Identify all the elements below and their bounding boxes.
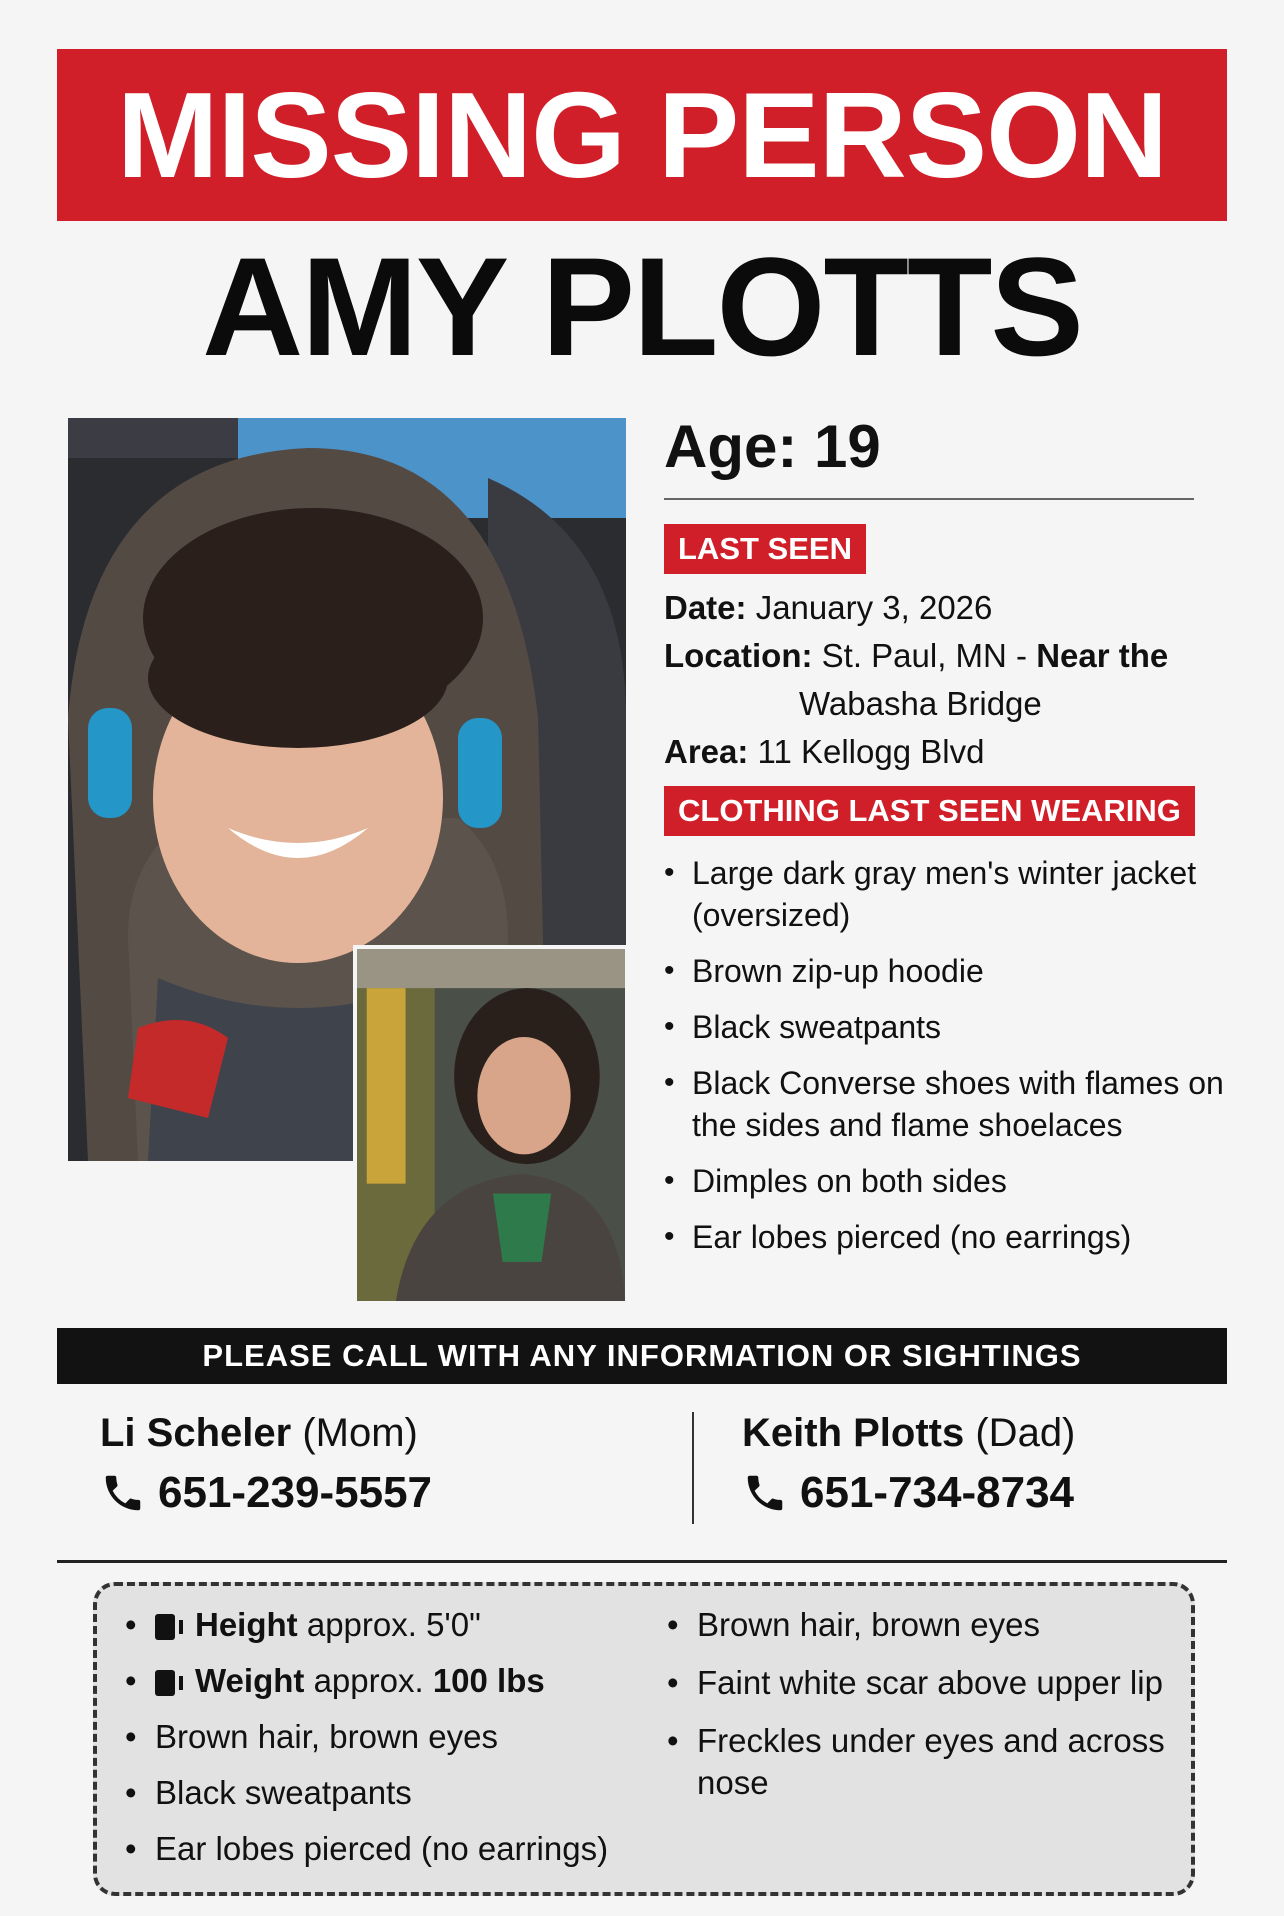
list-item: • Faint white scar above upper lip [667, 1662, 1167, 1704]
list-item: • Brown zip-up hoodie [664, 950, 1224, 992]
physical-details-box [93, 1582, 1195, 1896]
date-label: Date: [664, 589, 747, 626]
contact-dad [742, 1405, 1075, 1525]
clothing-tag: CLOTHING LAST SEEN WEARING [664, 786, 1195, 836]
phone-icon [742, 1470, 788, 1516]
last-seen-tag: LAST SEEN [664, 524, 866, 574]
area-value: 11 Kellogg Blvd [757, 733, 985, 770]
clothing-list [664, 852, 1224, 1258]
contact-phone: 651-734-8734 [800, 1468, 1075, 1517]
date-value: January 3, 2026 [755, 589, 993, 626]
info-column [664, 412, 1224, 1272]
date-row [664, 584, 1224, 632]
location-landmark: Wabasha Bridge [799, 685, 1042, 722]
scale-icon [155, 1670, 189, 1696]
location-place: St. Paul, MN - [821, 637, 1037, 674]
location-label: Location: [664, 637, 813, 674]
contact-phone: 651-239-5557 [158, 1468, 433, 1517]
height-item [125, 1604, 608, 1646]
contact-name: Li Scheler [100, 1411, 292, 1455]
list-item: • Freckles under eyes and across nose [667, 1720, 1167, 1804]
call-banner: PLEASE CALL WITH ANY INFORMATION OR SIGHTINGS [57, 1328, 1227, 1384]
details-left-list [125, 1604, 608, 1884]
location-near: Near the [1036, 637, 1169, 674]
ruler-icon [155, 1614, 189, 1640]
secondary-photo [353, 945, 629, 1305]
list-item: • Black sweatpants [125, 1772, 608, 1814]
phone-link[interactable] [742, 1461, 1075, 1525]
age-divider [664, 498, 1194, 500]
location-row [664, 632, 1224, 680]
list-item: • Large dark gray men's winter jacket (oversized) [664, 852, 1224, 936]
weight-label: Weight [195, 1662, 305, 1699]
list-item: • Black sweatpants [664, 1006, 1224, 1048]
person-name: AMY PLOTTS [202, 228, 1082, 385]
area-row [664, 728, 1224, 776]
missing-person-banner: MISSING PERSON [57, 49, 1227, 221]
list-item: • Brown hair, brown eyes [125, 1716, 608, 1758]
weight-item [125, 1660, 608, 1702]
weight-prefix: approx. [313, 1662, 424, 1699]
contact-divider [692, 1412, 694, 1524]
list-item: • Brown hair, brown eyes [667, 1604, 1167, 1646]
list-item: • Black Converse shoes with flames on the sides and flame shoelaces [664, 1062, 1224, 1146]
age: Age: 19 [664, 413, 881, 480]
contact-mom [100, 1405, 432, 1525]
list-item: • Dimples on both sides [664, 1160, 1224, 1202]
height-label: Height [195, 1606, 298, 1643]
list-item: • Ear lobes pierced (no earrings) [664, 1216, 1224, 1258]
weight-value: 100 lbs [432, 1662, 545, 1699]
phone-icon [100, 1470, 146, 1516]
section-divider [57, 1560, 1227, 1563]
height-value: approx. 5'0" [306, 1606, 481, 1643]
contact-relation: (Mom) [302, 1411, 418, 1455]
contact-name: Keith Plotts [742, 1411, 965, 1455]
details-right-list [667, 1604, 1167, 1820]
area-label: Area: [664, 733, 749, 770]
phone-link[interactable] [100, 1461, 432, 1525]
contact-relation: (Dad) [975, 1411, 1076, 1455]
list-item: • Ear lobes pierced (no earrings) [125, 1828, 608, 1870]
